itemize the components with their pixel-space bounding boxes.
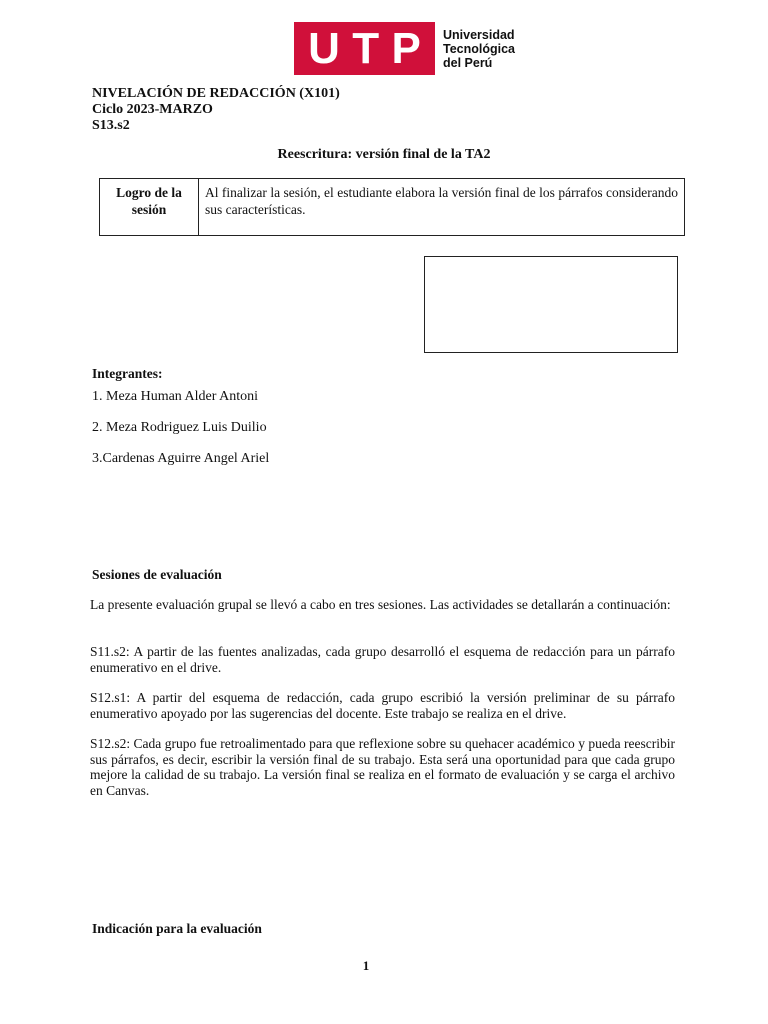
indication-heading: Indicación para la evaluación xyxy=(92,921,262,936)
member-item: 3.Cardenas Aguirre Angel Ariel xyxy=(92,451,270,466)
session-code: S13.s2 xyxy=(92,118,130,133)
course-cycle: Ciclo 2023-MARZO xyxy=(92,102,213,117)
evaluation-paragraph: S12.s2: Cada grupo fue retroalimentado para que reflexione sobre su quehacer académico y pueda reescribir sus párrafos, es decir, escribir la versión final de su trabajo. Esta será una oportunidad para que cada grupo mejore la calidad de su trabajo. La versión final se realiza en el formato de evaluación y se carga el archivo en Canvas. xyxy=(90,736,675,798)
grade-box xyxy=(424,256,678,353)
members-heading: Integrantes: xyxy=(92,366,163,381)
evaluation-sessions-heading: Sesiones de evaluación xyxy=(92,567,222,582)
logo-mark xyxy=(294,22,435,75)
logo-university-name xyxy=(443,28,515,70)
logo-letter-u: U xyxy=(308,23,340,73)
logo-letter-t: T xyxy=(352,23,380,73)
achievement-text: Al finalizar la sesión, el estudiante elabora la versión final de los párrafos considerando sus características. xyxy=(199,179,685,236)
logo-letter-p: P xyxy=(391,23,421,73)
evaluation-paragraph: La presente evaluación grupal se llevó a cabo en tres sesiones. Las actividades se detallarán a continuación: xyxy=(90,597,671,612)
logo-name-line: Universidad xyxy=(443,27,515,42)
document-title: Reescritura: versión final de la TA2 xyxy=(277,147,491,162)
member-item: 1. Meza Human Alder Antoni xyxy=(92,389,259,404)
achievement-label: Logro de la sesión xyxy=(100,179,199,236)
page-number: 1 xyxy=(362,958,370,973)
utp-logo xyxy=(294,22,515,75)
logo-name-line: Tecnológica xyxy=(443,41,516,56)
achievement-table xyxy=(99,178,685,236)
evaluation-paragraph: S11.s2: A partir de las fuentes analizadas, cada grupo desarrolló el esquema de redacción para un párrafo enumerativo en el drive. xyxy=(90,644,675,675)
evaluation-paragraph: S12.s1: A partir del esquema de redacción, cada grupo escribió la versión preliminar de su párrafo enumerativo apoyado por las sugerencias del docente. Este trabajo se realiza en el drive. xyxy=(90,690,675,721)
logo-name-line: del Perú xyxy=(443,55,493,70)
course-name: NIVELACIÓN DE REDACCIÓN (X101) xyxy=(92,86,340,101)
member-item: 2. Meza Rodriguez Luis Duilio xyxy=(92,420,267,435)
